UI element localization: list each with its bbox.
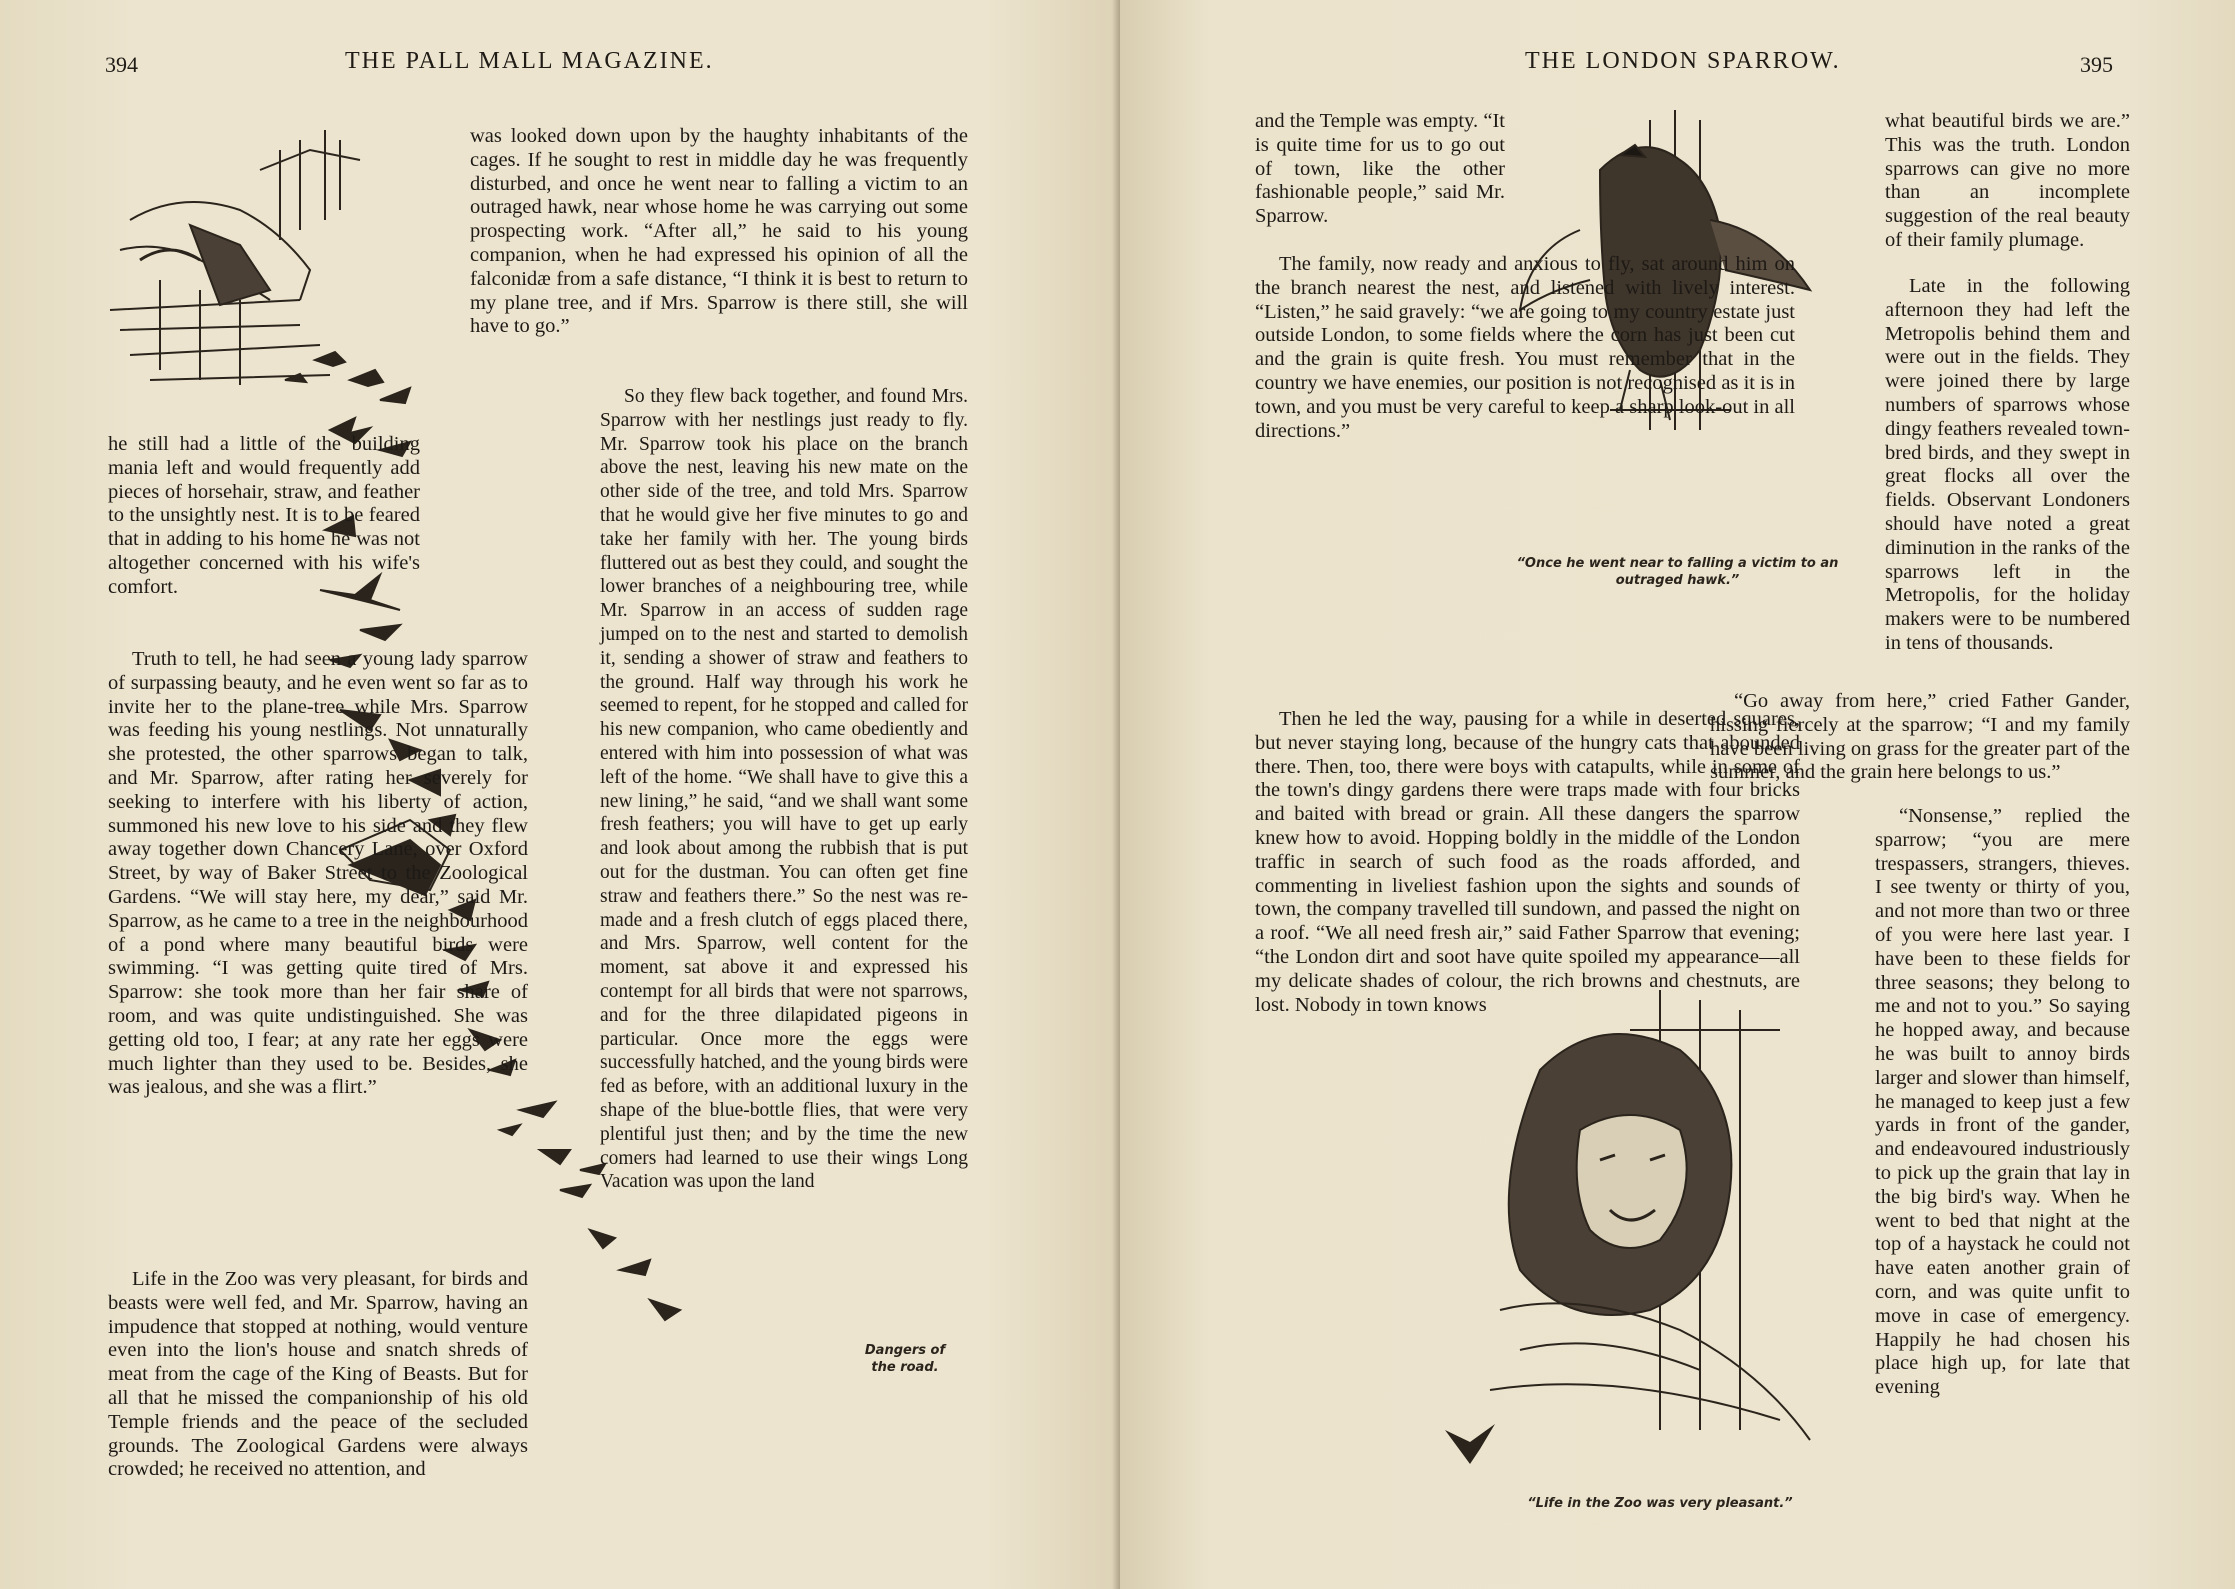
page-number: 395 [2080, 52, 2113, 77]
left-column-1-end: Life in the Zoo was very pleasant, for birds and beasts were well fed, and Mr. Sparrow, having an impudence that stopped at nothing, would venture even into the lion's house and snatch shreds of meat from the cage of the King of Beasts. But for all that he missed the companionship of his old Temple friends and the peace of the secluded grounds. The Zoological Gardens were always crowded; he received no attention, and [108, 1268, 528, 1481]
left-column-2-body: So they flew back together, and found Mrs. Sparrow with her nestlings just ready to fly. Mr. Sparrow took his place on the branch above the nest, leaving his new mate on the other side of the tree, and told Mrs. Sparrow that he would give her five minutes to go and take her family with her. The young birds fluttered out as best they could, and sought the lower branches of a neighbouring tree, while Mr. Sparrow in an access of sudden rage jumped on to the nest and started to demolish it, sending a shower of straw and feathers to the ground. Half way through his work he seemed to repent, for he stopped and called for his new companion, who came obediently and entered with him into possession of what was left of the home. “We shall have to give this a new lining,” he said, “and we shall want some fresh feathers; you will have to get up early and look about among the rubbish that is put out for the dustman. You can often get fine straw and feathers there.” So the nest was re-made and a fresh clutch of eggs placed there, and Mrs. Sparrow, well content for the moment, sat above it and expressed his contempt for all birds that were not sparrows, and for the three dilapidated pigeons in particular. Once more the eggs were successfully hatched, and the young birds were fed as before, with an additional luxury in the shape of the blue-bottle flies, that were very plentiful just then; and by the time the new comers had learned to use their wings Long Vacation was upon the land [600, 386, 968, 1193]
left-column-2-top: was looked down upon by the haughty inhabitants of the cages. If he sought to rest in middle day he was frequently disturbed, and once he went near to falling a victim to an outraged hawk, near whose home he was carrying out some prospecting work. “After all,” he said to his young companion, when he had expressed his opinion of all the falconidæ from a safe distance, “I think it is best to return to my plane tree, and if Mrs. Sparrow is there still, she will have to go.” [470, 125, 968, 338]
running-head: THE LONDON SPARROW. [1525, 48, 1841, 74]
right-column-2-gander: “Go away from here,” cried Father Gander, hissing fiercely at the sparrow; “I and my family have been living on grass for the greater part of the summer, and the grain here belongs to us.” [1710, 690, 2130, 784]
dangers-caption: Dangers of the road. [864, 1343, 946, 1375]
left-column-1-intro: he still had a little of the building mania left and would frequently add pieces of horsehair, straw, and feather to the unsightly nest. It is to be feared that in adding to his home he was not altogether concerned with his wife's comfort. [108, 433, 420, 598]
page-number: 394 [105, 52, 138, 77]
right-column-2-mid: Late in the following afternoon they had left the Metropolis behind them and were out in the fields. They were joined there by large numbers of sparrows whose dingy feathers revealed town-bred birds, and they swept in great flocks all over the fields. Observant Londoners should have noted a great diminution in the ranks of the sparrows left in the Metropolis, for the holiday makers were to be numbered in tens of thousands. [1885, 275, 2130, 654]
running-head: THE PALL MALL MAGAZINE. [345, 48, 714, 74]
sparrows-on-rooftop-illustration [100, 130, 440, 430]
right-column-1-mid: The family, now ready and anxious to fly, sat around him on the branch nearest the nest, and listened with lively interest. “Listen,” he said gravely: “we are going to my country estate just outside London, to some fields where the corn has just been cut and the grain is quite fresh. You must remember that in the country we have enemies, our position is not recognised as it is in town, and you must be very careful to keep a sharp look-out in all directions.” [1255, 253, 1795, 442]
right-column-2-bottom: “Nonsense,” replied the sparrow; “you are mere trespassers, strangers, thieves. I see twenty or thirty of you, and not more than two or three of you were here last year. I have been to these fields for three seasons; they belong to me and not to you.” So saying he hopped away, and because he was built to annoy birds larger and slower than himself, he managed to keep just a few yards in front of the gander, and endeavoured industriously to pick up the grain that lay in the big bird's way. When he went to bed that night at the top of a haystack he could not have eaten another grain of corn, and was quite unfit to move in case of emergency. Happily he had chosen his place high up, for late that evening [1875, 805, 2130, 1399]
right-column-2-top: what beautiful birds we are.” This was the truth. London sparrows can give no more than an incomplete suggestion of the real beauty of their family plumage. [1885, 110, 2130, 251]
right-page [1120, 0, 2235, 1589]
lion-caption: “Life in the Zoo was very pleasant.” [1527, 1496, 1793, 1511]
right-column-1-bottom: Then he led the way, pausing for a while in deserted squares, but never staying long, because of the hungry cats that abounded there. Then, too, there were boys with catapults, while in some of the town's dingy gardens there were traps made with four bricks and baited with bread or grain. All these dangers the sparrow knew how to avoid. Hopping boldly in the middle of the London traffic in search of such food as the roads afforded, and commenting in liveliest fashion upon the sights and sounds of town, the company travelled till sundown, and passed the night on a roof. “We all need fresh air,” said Father Sparrow that evening; “the London dirt and soot have quite spoiled my appearance—all my delicate shades of colour, the rich browns and chestnuts, are lost. Nobody in town knows [1255, 708, 1800, 1016]
hawk-caption: “Once he went near to falling a victim to an outraged hawk.” [1516, 556, 1839, 588]
right-column-1-top: and the Temple was empty. “It is quite time for us to go out of town, like the other fashionable people,” said Mr. Sparrow. [1255, 110, 1505, 228]
left-column-1-body: Truth to tell, he had seen a young lady sparrow of surpassing beauty, and he even went so far as to invite her to the plane-tree while Mrs. Sparrow was feeding his young nestlings. Not unnaturally she protested, the other sparrows began to talk, and Mr. Sparrow, after rating her severely for seeking to interfere with his liberty of action, summoned his new love to his side and they flew away together down Chancery Lane, over Oxford Street, by way of Baker Street to the Zoological Gardens. “We will stay here, my dear,” said Mr. Sparrow, as he came to a tree in the neighbourhood of a pond where many beautiful birds were swimming. “I was getting quite tired of Mrs. Sparrow: she took more than her fair share of room, and was quite undistinguished. She was getting old too, I fear; at any rate her eggs were much lighter than they used to be. Besides, she was jealous, and she was a flirt.” [108, 648, 528, 1099]
